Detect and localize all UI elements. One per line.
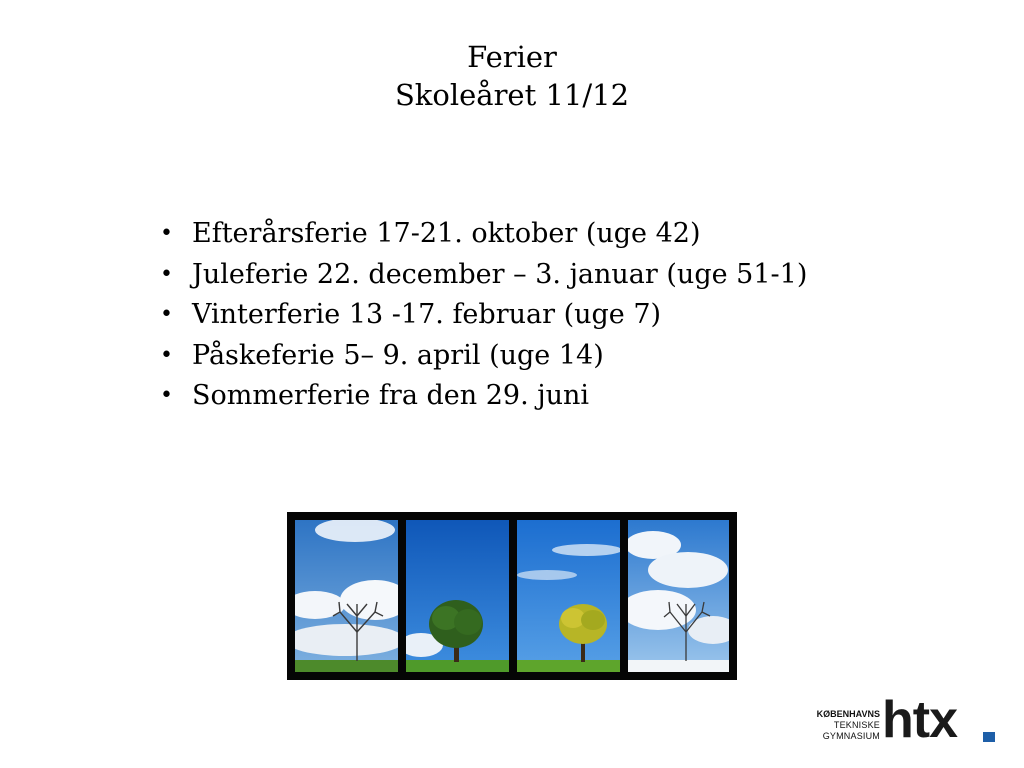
list-item-text: Efterårsferie 17-21. oktober (uge 42) bbox=[192, 218, 701, 249]
logo-dot-icon bbox=[983, 732, 995, 742]
summer-tree-panel bbox=[406, 520, 509, 672]
slide-title bbox=[0, 38, 1024, 114]
list-item bbox=[160, 214, 820, 255]
list-item bbox=[160, 255, 820, 296]
list-item bbox=[160, 295, 820, 336]
list-item-text: Juleferie 22. december – 3. januar (uge 51-1) bbox=[192, 258, 808, 290]
autumn-tree-panel bbox=[517, 520, 620, 672]
list-item bbox=[160, 336, 820, 377]
logo-school-name bbox=[808, 709, 880, 742]
logo-mark: htx bbox=[882, 691, 957, 749]
bullet-icon: • bbox=[160, 261, 173, 287]
title-line-1: Ferier bbox=[467, 40, 557, 74]
bullet-icon: • bbox=[160, 221, 173, 246]
logo-line-1: KØBENHAVNS bbox=[816, 709, 880, 719]
bullet-icon: • bbox=[160, 383, 173, 408]
title-line-2: Skoleåret 11/12 bbox=[394, 78, 630, 112]
four-seasons-photo bbox=[287, 512, 737, 680]
winter-tree-panel bbox=[295, 520, 398, 672]
list-item bbox=[160, 376, 820, 417]
logo-line-2: TEKNISKE bbox=[833, 720, 880, 730]
list-item-text: Påskeferie 5– 9. april (uge 14) bbox=[192, 339, 604, 371]
holiday-list bbox=[160, 214, 820, 417]
list-item-text: Vinterferie 13 -17. februar (uge 7) bbox=[192, 299, 662, 330]
snow-tree-panel bbox=[628, 520, 729, 672]
logo-line-3: GYMNASIUM bbox=[822, 731, 880, 741]
bullet-icon: • bbox=[160, 302, 173, 327]
htx-logo bbox=[808, 691, 998, 749]
bullet-icon: • bbox=[160, 342, 173, 368]
list-item-text: Sommerferie fra den 29. juni bbox=[192, 380, 590, 411]
